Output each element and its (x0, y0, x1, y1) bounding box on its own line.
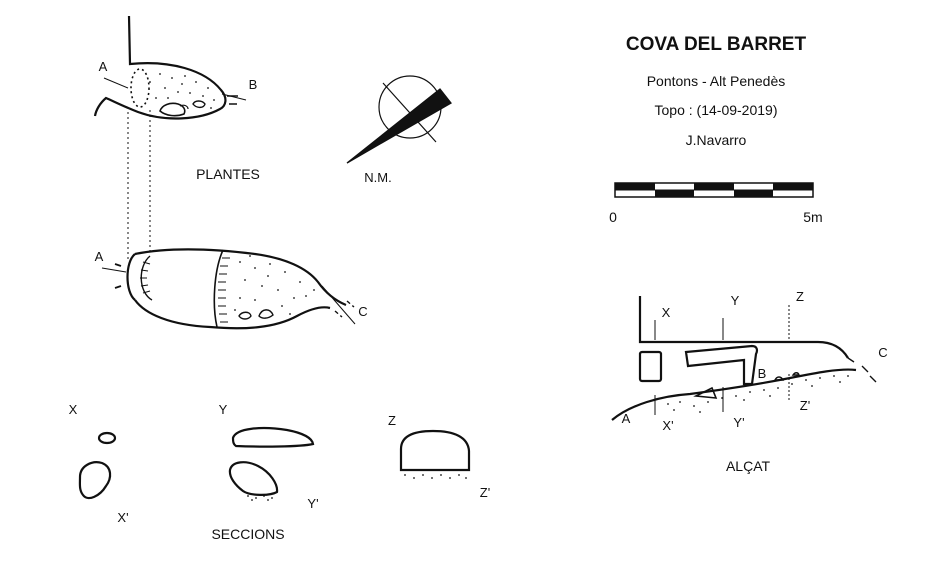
section-floor-dots (247, 474, 467, 501)
plan-lower-section-c-line (322, 286, 355, 324)
section-z (401, 431, 469, 470)
plan-lower-step-line (214, 250, 223, 327)
plan-title: PLANTES (196, 166, 260, 182)
plan-lower-entrance-wall (128, 254, 136, 300)
section-label-y: Y (218, 402, 228, 417)
scale-seg-top-1 (615, 183, 655, 190)
section-label-z-prime: Z' (479, 485, 491, 500)
plan-projection-lines (128, 110, 150, 262)
elevation-label-y: Y (730, 293, 740, 308)
elevation-ceiling (640, 296, 848, 358)
plan-upper-label-b: B (248, 77, 258, 92)
elevation-floor (612, 370, 856, 420)
scale-bar (609, 183, 823, 225)
section-label-y-prime: Y' (307, 496, 319, 511)
header (626, 34, 807, 148)
plan-upper-section-a-line (104, 78, 128, 88)
location-text: Pontons - Alt Penedès (646, 73, 786, 89)
scale-seg-bottom-2 (734, 190, 773, 197)
plan-upper (95, 16, 246, 118)
section-label-x-prime: X' (117, 510, 129, 525)
elevation-pillar (640, 352, 661, 381)
plan-lower (102, 249, 355, 328)
plan-lower-bottom-wall (135, 300, 330, 328)
north-arrow (347, 76, 451, 185)
plan-upper-label-a: A (98, 59, 108, 74)
sections-title: SECCIONS (211, 526, 285, 542)
scale-seg-top-3 (773, 183, 813, 190)
elevation-title: ALÇAT (725, 458, 771, 474)
plan-lower-section-a-line (102, 268, 126, 272)
plan-lower-label-c: C (358, 304, 368, 319)
elevation-label-a: A (621, 411, 631, 426)
elevation-boulder-3 (793, 373, 799, 375)
elevation-ledge (686, 346, 757, 384)
scale-end-label: 5m (803, 209, 823, 225)
section-y-upper (233, 428, 313, 447)
scale-seg-top-2 (694, 183, 734, 190)
topo-date-text: Topo : (14-09-2019) (654, 102, 778, 118)
plan-upper-boulder-2 (193, 101, 205, 107)
elevation-label-b: B (757, 366, 767, 381)
plan-lower-hatching (140, 258, 230, 322)
elevation-label-y-prime: Y' (733, 415, 745, 430)
plan-lower-floor-dots (234, 255, 315, 315)
elevation-label-x: X (661, 305, 671, 320)
elevation-label-z: Z (796, 289, 804, 304)
sections-group (80, 428, 469, 501)
elevation-group (612, 296, 876, 420)
section-label-x: X (68, 402, 78, 417)
plan-lower-top-wall (135, 249, 346, 305)
scale-seg-bottom-1 (655, 190, 694, 197)
plan-lower-boulder-2 (259, 310, 273, 318)
section-label-z: Z (388, 413, 396, 428)
elevation-label-x-prime: X' (662, 418, 674, 433)
plan-lower-label-a: A (94, 249, 104, 264)
plan-upper-outline (95, 16, 225, 118)
survey-title: COVA DEL BARRET (625, 34, 807, 55)
section-y-lower (230, 462, 277, 495)
author-text: J.Navarro (685, 132, 747, 148)
plan-upper-entrance-hatch (131, 69, 149, 107)
scale-start-label: 0 (609, 209, 617, 225)
north-label: N.M. (364, 170, 392, 185)
elevation-label-c: C (878, 345, 888, 360)
section-x-small (99, 433, 115, 443)
section-x-large (80, 462, 110, 498)
plan-lower-entrance-ticks (115, 264, 121, 288)
elevation-boulder-2 (775, 377, 783, 380)
elevation-label-z-prime: Z' (799, 398, 811, 413)
plan-lower-boulder-1 (239, 312, 251, 319)
